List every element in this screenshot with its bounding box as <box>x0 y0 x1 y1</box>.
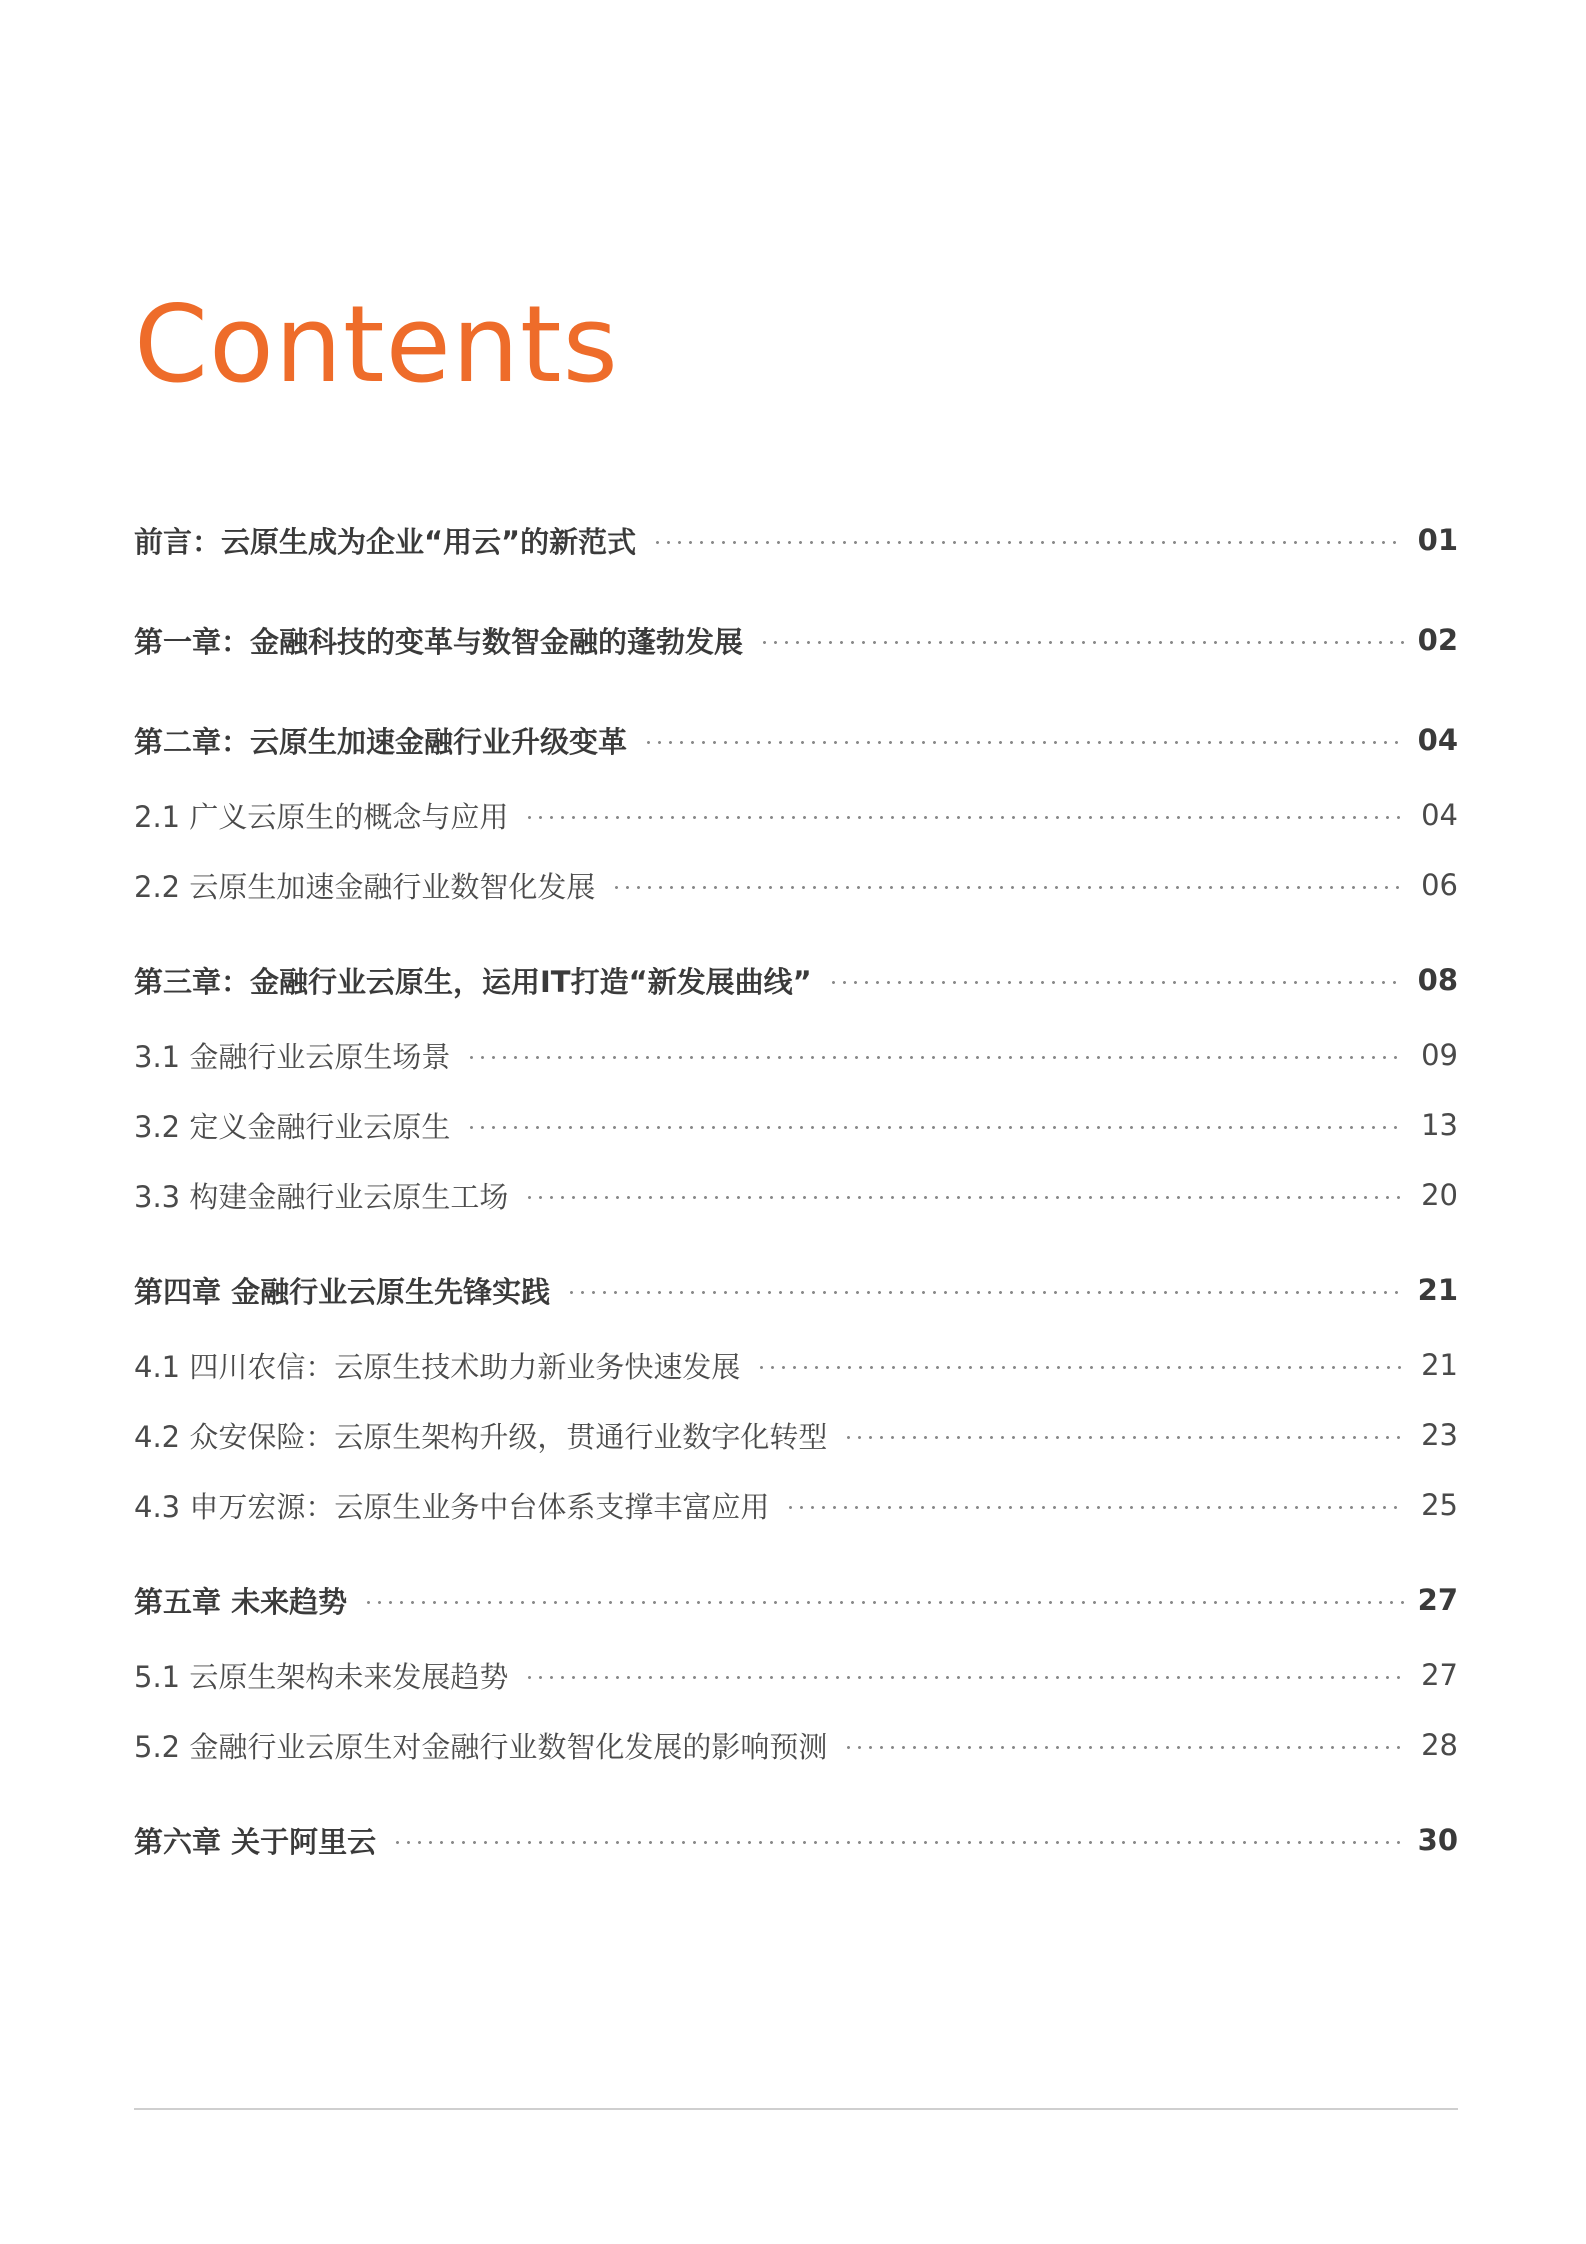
dot-leader <box>843 1746 1404 1749</box>
toc-page-number: 04 <box>1421 798 1458 832</box>
toc-page-number: 13 <box>1421 1108 1458 1142</box>
toc-page-number: 21 <box>1417 1273 1458 1307</box>
toc-entry-title: 4.2 众安保险：云原生架构升级，贯通行业数字化转型 <box>134 1419 828 1454</box>
toc-page-number: 09 <box>1421 1038 1458 1072</box>
toc-section-entry[interactable] <box>134 1412 1458 1458</box>
toc-section-entry[interactable] <box>134 1652 1458 1698</box>
toc-entry-title: 3.1 金融行业云原生场景 <box>134 1039 451 1074</box>
dot-leader <box>643 741 1404 744</box>
toc-page-number: 01 <box>1417 523 1458 557</box>
toc-chapter-entry[interactable] <box>134 712 1458 768</box>
dot-leader <box>828 981 1404 984</box>
toc-section-entry[interactable] <box>134 1722 1458 1768</box>
toc-entry-title: 第四章 金融行业云原生先锋实践 <box>134 1274 551 1309</box>
toc-entry-title: 4.1 四川农信：云原生技术助力新业务快速发展 <box>134 1349 741 1384</box>
toc-page-number: 04 <box>1417 723 1458 757</box>
toc-page-number: 08 <box>1417 963 1458 997</box>
dot-leader <box>363 1601 1404 1604</box>
toc-entry-title: 5.2 金融行业云原生对金融行业数智化发展的影响预测 <box>134 1729 828 1764</box>
bottom-divider <box>134 2108 1458 2110</box>
toc-chapter-entry[interactable] <box>134 512 1458 568</box>
toc-section-entry[interactable] <box>134 792 1458 838</box>
toc-section-entry[interactable] <box>134 862 1458 908</box>
dot-leader <box>785 1506 1404 1509</box>
toc-entry-title: 第一章：金融科技的变革与数智金融的蓬勃发展 <box>134 624 744 659</box>
toc-entry-title: 第二章：云原生加速金融行业升级变革 <box>134 724 628 759</box>
toc-page-number: 30 <box>1417 1823 1458 1857</box>
toc-section-entry[interactable] <box>134 1342 1458 1388</box>
toc-chapter-entry[interactable] <box>134 952 1458 1008</box>
dot-leader <box>392 1841 1404 1844</box>
toc-page-number: 28 <box>1421 1728 1458 1762</box>
dot-leader <box>466 1126 1404 1129</box>
page-title: Contents <box>134 283 619 406</box>
toc-entry-title: 4.3 申万宏源：云原生业务中台体系支撑丰富应用 <box>134 1489 770 1524</box>
dot-leader <box>524 1676 1404 1679</box>
dot-leader <box>524 1196 1404 1199</box>
toc-page-number: 21 <box>1421 1348 1458 1382</box>
toc-page-number: 27 <box>1417 1583 1458 1617</box>
toc-section-entry[interactable] <box>134 1482 1458 1528</box>
toc-section-entry[interactable] <box>134 1172 1458 1218</box>
dot-leader <box>524 816 1404 819</box>
toc-entry-title: 第三章：金融行业云原生，运用IT打造“新发展曲线” <box>134 964 812 999</box>
dot-leader <box>843 1436 1404 1439</box>
dot-leader <box>611 886 1404 889</box>
toc-entry-title: 前言：云原生成为企业“用云”的新范式 <box>134 524 637 559</box>
dot-leader <box>652 541 1404 544</box>
toc-page-number: 23 <box>1421 1418 1458 1452</box>
toc-entry-title: 2.2 云原生加速金融行业数智化发展 <box>134 869 596 904</box>
toc-entry-title: 第六章 关于阿里云 <box>134 1824 377 1859</box>
toc-entry-title: 5.1 云原生架构未来发展趋势 <box>134 1659 509 1694</box>
toc-chapter-entry[interactable] <box>134 612 1458 668</box>
table-of-contents <box>134 512 1458 1868</box>
dot-leader <box>566 1291 1404 1294</box>
toc-page-number: 25 <box>1421 1488 1458 1522</box>
toc-page-number: 02 <box>1417 623 1458 657</box>
toc-section-entry[interactable] <box>134 1032 1458 1078</box>
toc-entry-title: 第五章 未来趋势 <box>134 1584 348 1619</box>
toc-entry-title: 3.3 构建金融行业云原生工场 <box>134 1179 509 1214</box>
toc-section-entry[interactable] <box>134 1102 1458 1148</box>
toc-chapter-entry[interactable] <box>134 1262 1458 1318</box>
dot-leader <box>759 641 1404 644</box>
toc-entry-title: 3.2 定义金融行业云原生 <box>134 1109 451 1144</box>
toc-page-number: 06 <box>1421 868 1458 902</box>
dot-leader <box>756 1366 1404 1369</box>
toc-chapter-entry[interactable] <box>134 1812 1458 1868</box>
toc-page-number: 27 <box>1421 1658 1458 1692</box>
toc-chapter-entry[interactable] <box>134 1572 1458 1628</box>
dot-leader <box>466 1056 1404 1059</box>
toc-entry-title: 2.1 广义云原生的概念与应用 <box>134 799 509 834</box>
toc-page-number: 20 <box>1421 1178 1458 1212</box>
